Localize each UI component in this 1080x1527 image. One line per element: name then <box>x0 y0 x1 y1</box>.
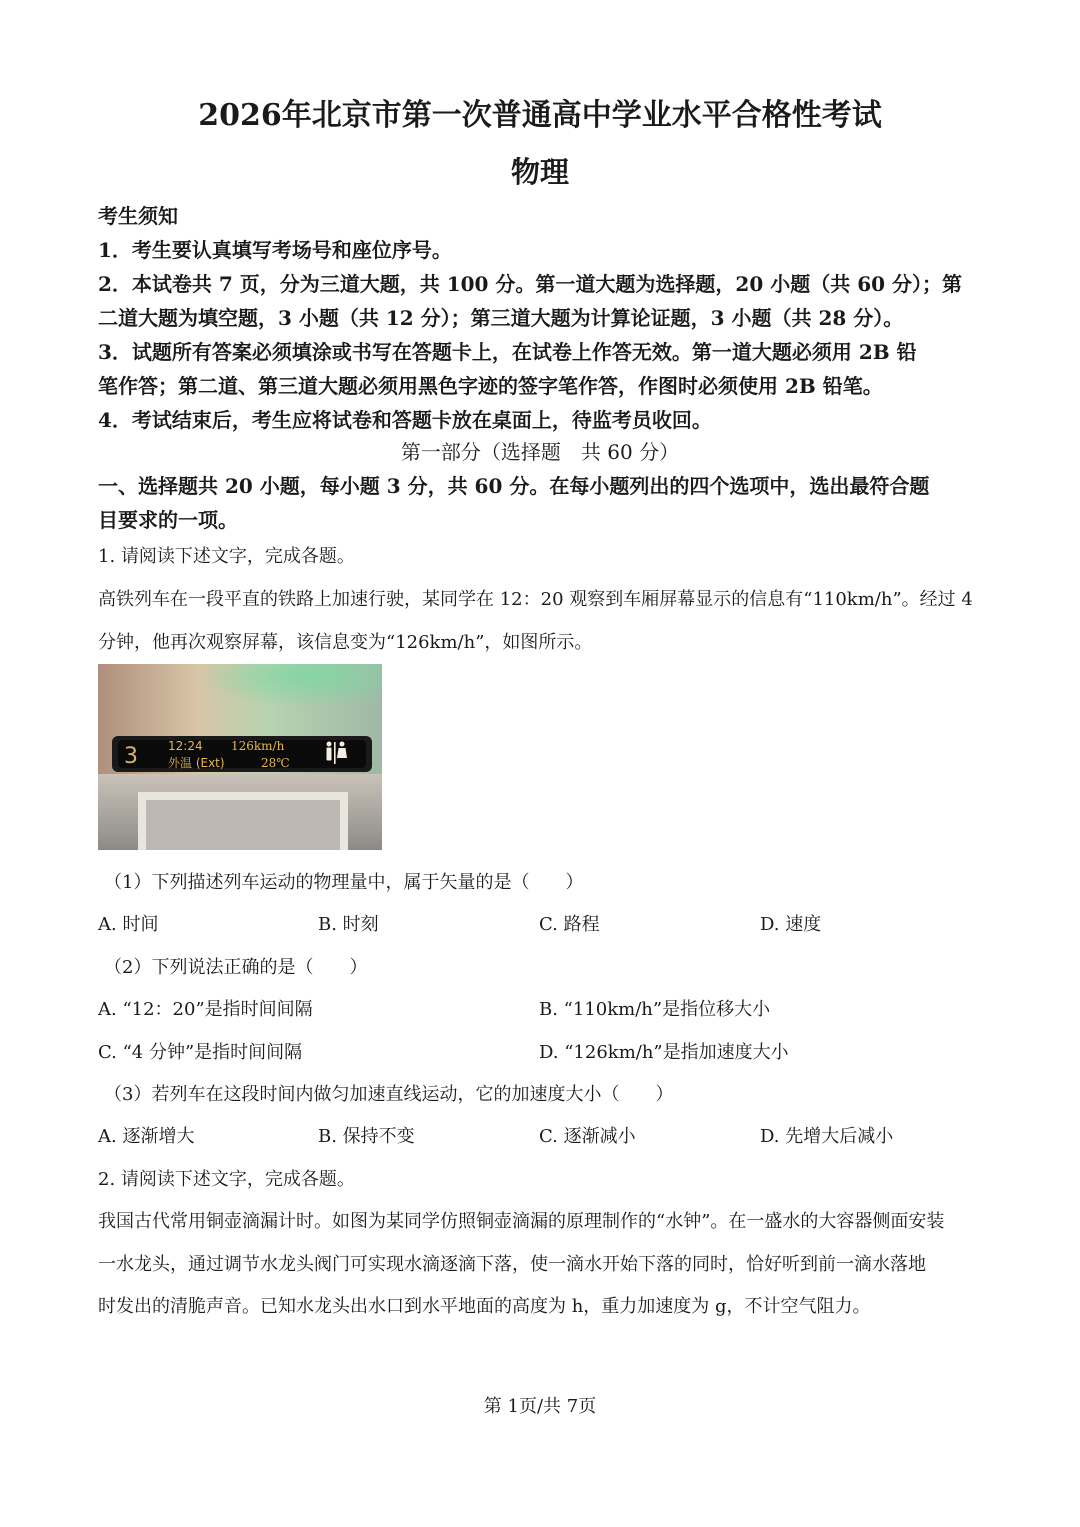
q1-sub3-stem: （3）若列车在这段时间内做匀加速直线运动，它的加速度大小（ ） <box>104 1084 674 1105</box>
q1-sub3-option-c: C. 逐渐减小 <box>539 1126 636 1147</box>
part1-heading: 第一部分（选择题 共 60 分） <box>400 440 680 464</box>
notice-heading: 考生须知 <box>98 204 178 228</box>
q2-passage: 一水龙头，通过调节水龙头阀门可实现水滴逐滴下落，使一滴水开始下落的同时，恰好听到前一滴水落地 <box>98 1254 926 1275</box>
notice-item: 1．考生要认真填写考场号和座位序号。 <box>98 238 452 262</box>
display-speed: 126km/h <box>231 739 285 753</box>
display-time: 12:24 <box>168 739 203 753</box>
q1-intro: 1. 请阅读下述文字，完成各题。 <box>98 546 355 567</box>
q1-sub1-option-a: A. 时间 <box>98 914 159 935</box>
q1-sub1-option-d: D. 速度 <box>760 914 822 935</box>
part1-instruction: 目要求的一项。 <box>98 508 238 532</box>
notice-item: 4．考试结束后，考生应将试卷和答题卡放在桌面上，待监考员收回。 <box>98 408 712 432</box>
q1-passage: 分钟，他再次观察屏幕，该信息变为“126km/h”，如图所示。 <box>98 632 593 653</box>
q1-sub3-option-a: A. 逐渐增大 <box>98 1126 195 1147</box>
notice-item: 二道大题为填空题，3 小题（共 12 分）；第三道大题为计算论证题，3 小题（共 28 分）。 <box>98 306 904 330</box>
q1-sub1-option-b: B. 时刻 <box>318 914 379 935</box>
page-number: 第 1页/共 7页 <box>483 1396 597 1417</box>
notice-item: 3．试题所有答案必须填涂或书写在答题卡上，在试卷上作答无效。第一道大题必须用 2B 铅 <box>98 340 917 364</box>
exam-subject: 物理 <box>510 155 569 189</box>
exam-title: 2026年北京市第一次普通高中学业水平合格性考试 <box>198 98 882 133</box>
q1-sub2-option-c: C. “4 分钟”是指时间间隔 <box>98 1042 303 1063</box>
display-temp: 28℃ <box>261 756 290 770</box>
q1-sub2-option-d: D. “126km/h”是指加速度大小 <box>539 1042 789 1063</box>
q2-passage: 时发出的清脆声音。已知水龙头出水口到水平地面的高度为 h，重力加速度为 g，不计空气阻力。 <box>98 1296 871 1317</box>
part1-instruction: 一、选择题共 20 小题，每小题 3 分，共 60 分。在每小题列出的四个选项中，选出最符合题 <box>98 474 930 498</box>
q2-intro: 2. 请阅读下述文字，完成各题。 <box>98 1169 355 1190</box>
q1-sub1-option-c: C. 路程 <box>539 914 600 935</box>
train-display-photo <box>98 664 382 850</box>
display-car-number: 3 <box>124 744 138 769</box>
display-temp-label: 外温 (Ext) <box>168 756 225 770</box>
q1-sub3-option-d: D. 先增大后减小 <box>760 1126 894 1147</box>
notice-item: 笔作答；第二道、第三道大题必须用黑色字迹的签字笔作答，作图时必须使用 2B 铅笔。 <box>98 374 883 398</box>
q1-passage: 高铁列车在一段平直的铁路上加速行驶，某同学在 12：20 观察到车厢屏幕显示的信息有“110km/h”。经过 4 <box>98 589 973 610</box>
q2-passage: 我国古代常用铜壶滴漏计时。如图为某同学仿照铜壶滴漏的原理制作的“水钟”。在一盛水的大容器侧面安装 <box>98 1211 945 1232</box>
q1-sub2-option-a: A. “12：20”是指时间间隔 <box>98 999 313 1020</box>
q1-sub3-option-b: B. 保持不变 <box>318 1126 415 1147</box>
q1-sub2-option-b: B. “110km/h”是指位移大小 <box>539 999 771 1020</box>
q1-sub2-stem: （2）下列说法正确的是（ ） <box>104 957 368 978</box>
q1-sub1-stem: （1）下列描述列车运动的物理量中，属于矢量的是（ ） <box>104 872 584 893</box>
notice-item: 2．本试卷共 7 页，分为三道大题，共 100 分。第一道大题为选择题，20 小题（共 60 分）；第 <box>98 272 962 296</box>
